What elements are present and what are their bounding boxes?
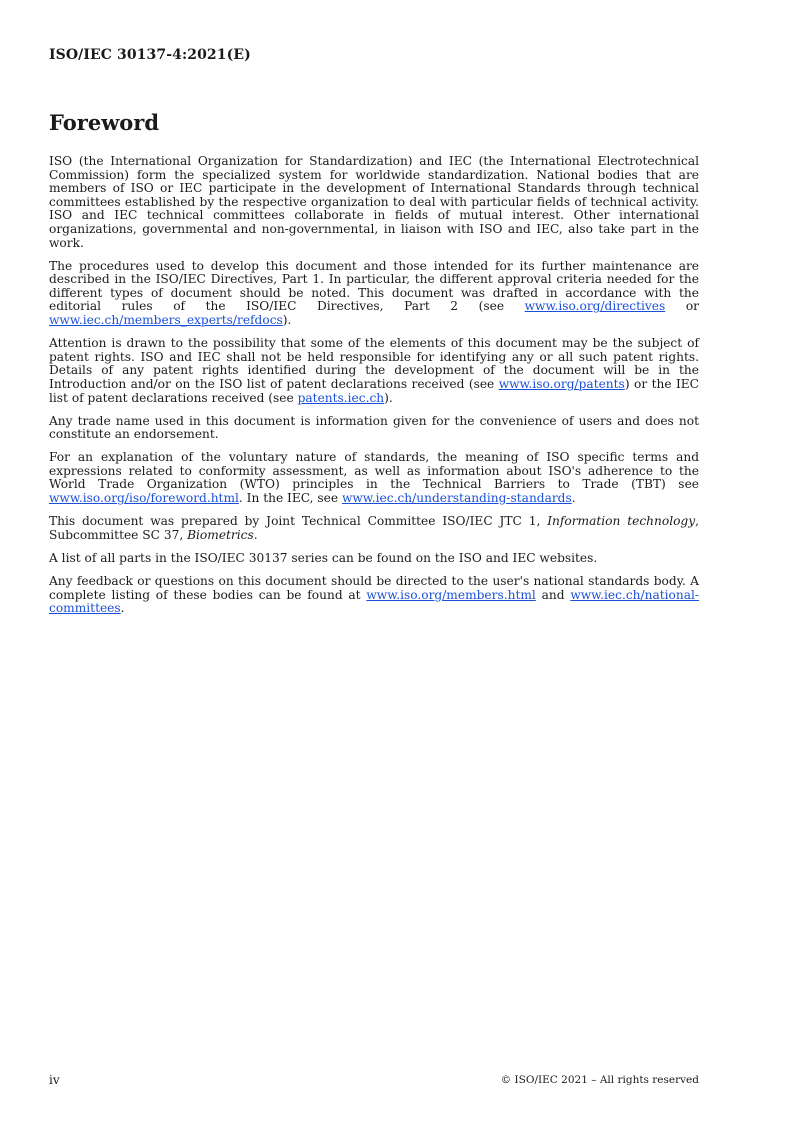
copyright-notice: © ISO/IEC 2021 – All rights reserved [500, 1074, 699, 1086]
paragraph-text: . In the IEC, see [238, 491, 342, 506]
paragraph-procedures [49, 260, 699, 328]
paragraph-text: . [571, 491, 576, 506]
paragraph-feedback [49, 575, 699, 616]
paragraph-voluntary-nature [49, 451, 699, 505]
paragraph-text: and [535, 587, 571, 602]
subcommittee-name: Biometrics [187, 527, 254, 542]
paragraph-prepared-by [49, 515, 699, 542]
link-iec-understanding-standards[interactable]: www.iec.ch/understanding-standards [341, 491, 572, 506]
paragraph-text: or [665, 299, 699, 314]
paragraph-text: ) or the IEC list of patent declarations received (see [49, 376, 699, 405]
paragraph-text: ). [282, 313, 292, 328]
paragraph-patents [49, 337, 699, 405]
link-iec-patents[interactable]: patents.iec.ch [297, 390, 385, 405]
paragraph-text: , Subcommittee SC 37, [49, 514, 699, 542]
foreword-body [49, 155, 699, 625]
page-number: iv [49, 1073, 60, 1087]
paragraph-text: Any feedback or questions on this document should be directed to the user's national standards body. A complete listing of these bodies can be found at [49, 573, 699, 602]
paragraph-text: This document was prepared by Joint Technical Committee ISO/IEC JTC 1, [49, 514, 548, 529]
paragraph-organizations: ISO (the International Organization for Standardization) and IEC (the International Electrotechnical Commission) form the specialized system for worldwide standardization. National bodies that are members of ISO or IEC participate in the development of International Standards through technical committees established by the respective organization to deal with particular fields of technical activity. ISO and IEC technical committees collaborate in fields of mutual interest. Other international organizations, governmental and non-governmental, in liaison with ISO and IEC, also take part in the work. [49, 154, 699, 250]
paragraph-series-parts: A list of all parts in the ISO/IEC 30137 series can be found on the ISO and IEC websites. [49, 550, 598, 565]
paragraph-text: . [120, 601, 125, 616]
paragraph-text: . [253, 527, 258, 542]
link-iec-refdocs[interactable]: www.iec.ch/members_experts/refdocs [49, 313, 283, 328]
paragraph-text: ). [384, 390, 393, 405]
link-iso-patents[interactable]: www.iso.org/patents [498, 376, 625, 391]
paragraph-trade-name: Any trade name used in this document is information given for the convenience of users and does not constitute an endorsement. [49, 413, 699, 442]
paragraph-text: The procedures used to develop this document and those intended for its further maintenance are described in the ISO/IEC Directives, Part 1. In particular, the different approval criteria needed for the different types of document should be noted. This document was drafted in accordance with the editorial rules of the ISO/IEC Directives, Part 2 (see [49, 258, 699, 314]
committee-name: Information technology [547, 514, 696, 529]
page-title: Foreword [49, 110, 160, 135]
link-iso-foreword[interactable]: www.iso.org/iso/foreword.html [49, 491, 239, 506]
link-iso-members[interactable]: www.iso.org/members.html [366, 587, 536, 602]
paragraph-text: Attention is drawn to the possibility that some of the elements of this document may be the subject of patent rights. ISO and IEC shall not be held responsible for identifying any or all such patent rights. Details of any patent rights identified during the development of the document will be in the Introduction and/or on the ISO list of patent declarations received (see [49, 336, 699, 391]
link-iso-directives[interactable]: www.iso.org/directives [524, 299, 666, 314]
link-iec-national-committees[interactable]: www.iec.ch/national-committees [49, 587, 700, 616]
paragraph-text: For an explanation of the voluntary nature of standards, the meaning of ISO specific terms and expressions related to conformity assessment, as well as information about ISO's adherence to the World Trade Organization (WTO) principles in the Technical Barriers to Trade (TBT) see [49, 450, 699, 492]
document-identifier: ISO/IEC 30137-4:2021(E) [49, 47, 251, 63]
